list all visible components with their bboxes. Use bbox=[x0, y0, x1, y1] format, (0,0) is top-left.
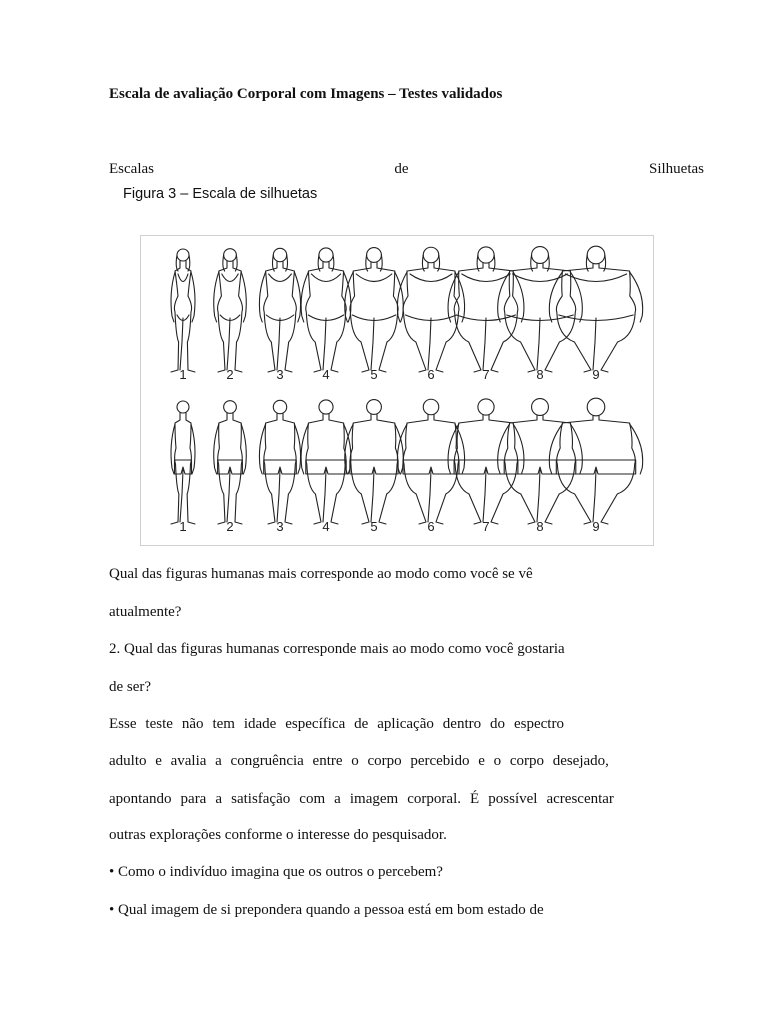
question-2-line-2: de ser? bbox=[109, 679, 152, 695]
paragraph-word: tem bbox=[212, 716, 235, 732]
paragraph-word: entre bbox=[312, 753, 343, 769]
question-2-line-1: 2. Qual das figuras humanas corresponde mais ao modo como você gostaria bbox=[109, 641, 565, 657]
paragraph-word: Esse bbox=[109, 716, 137, 732]
silhouette-number: 4 bbox=[322, 367, 330, 382]
paragraph-word: imagem bbox=[349, 791, 399, 807]
silhouette-number: 6 bbox=[427, 367, 435, 382]
paragraph-word: e bbox=[155, 753, 162, 769]
paragraph-word: o bbox=[493, 753, 502, 769]
paragraph-word: congruência bbox=[230, 753, 304, 769]
bullet-item: • Qual imagem de si prepondera quando a pessoa está em bom estado de bbox=[109, 902, 544, 918]
silhouette-number: 6 bbox=[427, 519, 435, 534]
paragraph-word: percebido bbox=[410, 753, 470, 769]
paragraph-word: espectro bbox=[513, 716, 564, 732]
silhouette-scale-figure bbox=[140, 235, 654, 546]
paragraph-word: não bbox=[181, 716, 204, 732]
silhouette-number: 3 bbox=[276, 519, 284, 534]
silhouette-number: 1 bbox=[179, 367, 187, 382]
male-silhouette bbox=[549, 398, 642, 524]
paragraph-line-1 bbox=[109, 716, 564, 733]
paragraph-word: adulto bbox=[109, 753, 147, 769]
silhouette-number: 2 bbox=[226, 367, 234, 382]
paragraph-word: desejado, bbox=[552, 753, 609, 769]
paragraph-word: e bbox=[478, 753, 485, 769]
silhouette-number: 9 bbox=[592, 367, 600, 382]
paragraph-word: com bbox=[299, 791, 326, 807]
silhouette-number: 8 bbox=[536, 519, 544, 534]
paragraph-word: corporal. bbox=[407, 791, 461, 807]
paragraph-word: idade bbox=[243, 716, 277, 732]
silhouette-number: 2 bbox=[226, 519, 234, 534]
paragraph-line-3 bbox=[109, 791, 614, 808]
paragraph-word: dentro bbox=[442, 716, 482, 732]
silhouette-number: 7 bbox=[482, 367, 490, 382]
female-silhouette bbox=[345, 248, 404, 372]
question-1-line-1: Qual das figuras humanas mais corresponde ao modo como você se vê bbox=[109, 566, 533, 582]
female-silhouette bbox=[549, 246, 642, 372]
paragraph-word: aplicação bbox=[377, 716, 434, 732]
paragraph-line-4: outras explorações conforme o interesse do pesquisador. bbox=[109, 827, 447, 843]
section-heading bbox=[109, 161, 704, 178]
female-silhouette bbox=[301, 248, 351, 372]
paragraph-word: avalia bbox=[170, 753, 207, 769]
paragraph-word: de bbox=[354, 716, 369, 732]
silhouette-drawing bbox=[141, 236, 653, 545]
male-silhouette bbox=[498, 399, 583, 524]
heading-word: de bbox=[394, 161, 409, 177]
heading-word: Silhuetas bbox=[649, 161, 704, 177]
paragraph-word: possível bbox=[488, 791, 538, 807]
paragraph-word: a bbox=[334, 791, 341, 807]
paragraph-word: a bbox=[215, 791, 223, 807]
paragraph-word: apontando bbox=[109, 791, 172, 807]
paragraph-word: o bbox=[351, 753, 359, 769]
female-silhouette bbox=[171, 249, 195, 372]
paragraph-word: corpo bbox=[509, 753, 544, 769]
bullet-item: • Como o indivíduo imagina que os outros o percebem? bbox=[109, 864, 443, 880]
heading-word: Escalas bbox=[109, 161, 154, 177]
silhouette-number: 1 bbox=[179, 519, 187, 534]
paragraph-word: É bbox=[470, 791, 480, 807]
male-silhouette bbox=[301, 400, 351, 524]
silhouette-number: 5 bbox=[370, 519, 378, 534]
paragraph-word: acrescentar bbox=[546, 791, 614, 807]
paragraph-word: teste bbox=[145, 716, 173, 732]
male-silhouette bbox=[171, 401, 195, 524]
figure-caption: Figura 3 – Escala de silhuetas bbox=[123, 186, 318, 202]
paragraph-word: para bbox=[180, 791, 207, 807]
silhouette-number: 9 bbox=[592, 519, 600, 534]
paragraph-word: corpo bbox=[367, 753, 402, 769]
paragraph-word: a bbox=[215, 753, 222, 769]
document-title: Escala de avaliação Corporal com Imagens – Testes validados bbox=[109, 86, 503, 102]
paragraph-word: do bbox=[490, 716, 506, 732]
male-silhouette bbox=[259, 400, 300, 524]
paragraph-line-2 bbox=[109, 753, 609, 770]
silhouette-number: 5 bbox=[370, 367, 378, 382]
female-silhouette bbox=[214, 249, 247, 372]
silhouette-number: 3 bbox=[276, 367, 284, 382]
silhouette-number: 4 bbox=[322, 519, 330, 534]
silhouette-number: 8 bbox=[536, 367, 544, 382]
question-1-line-2: atualmente? bbox=[109, 604, 182, 620]
female-silhouette bbox=[498, 247, 583, 372]
paragraph-word: específica bbox=[285, 716, 346, 732]
male-silhouette bbox=[214, 401, 247, 524]
female-silhouette bbox=[259, 248, 300, 372]
paragraph-word: satisfação bbox=[231, 791, 291, 807]
silhouette-number: 7 bbox=[482, 519, 490, 534]
male-silhouette bbox=[345, 400, 404, 524]
